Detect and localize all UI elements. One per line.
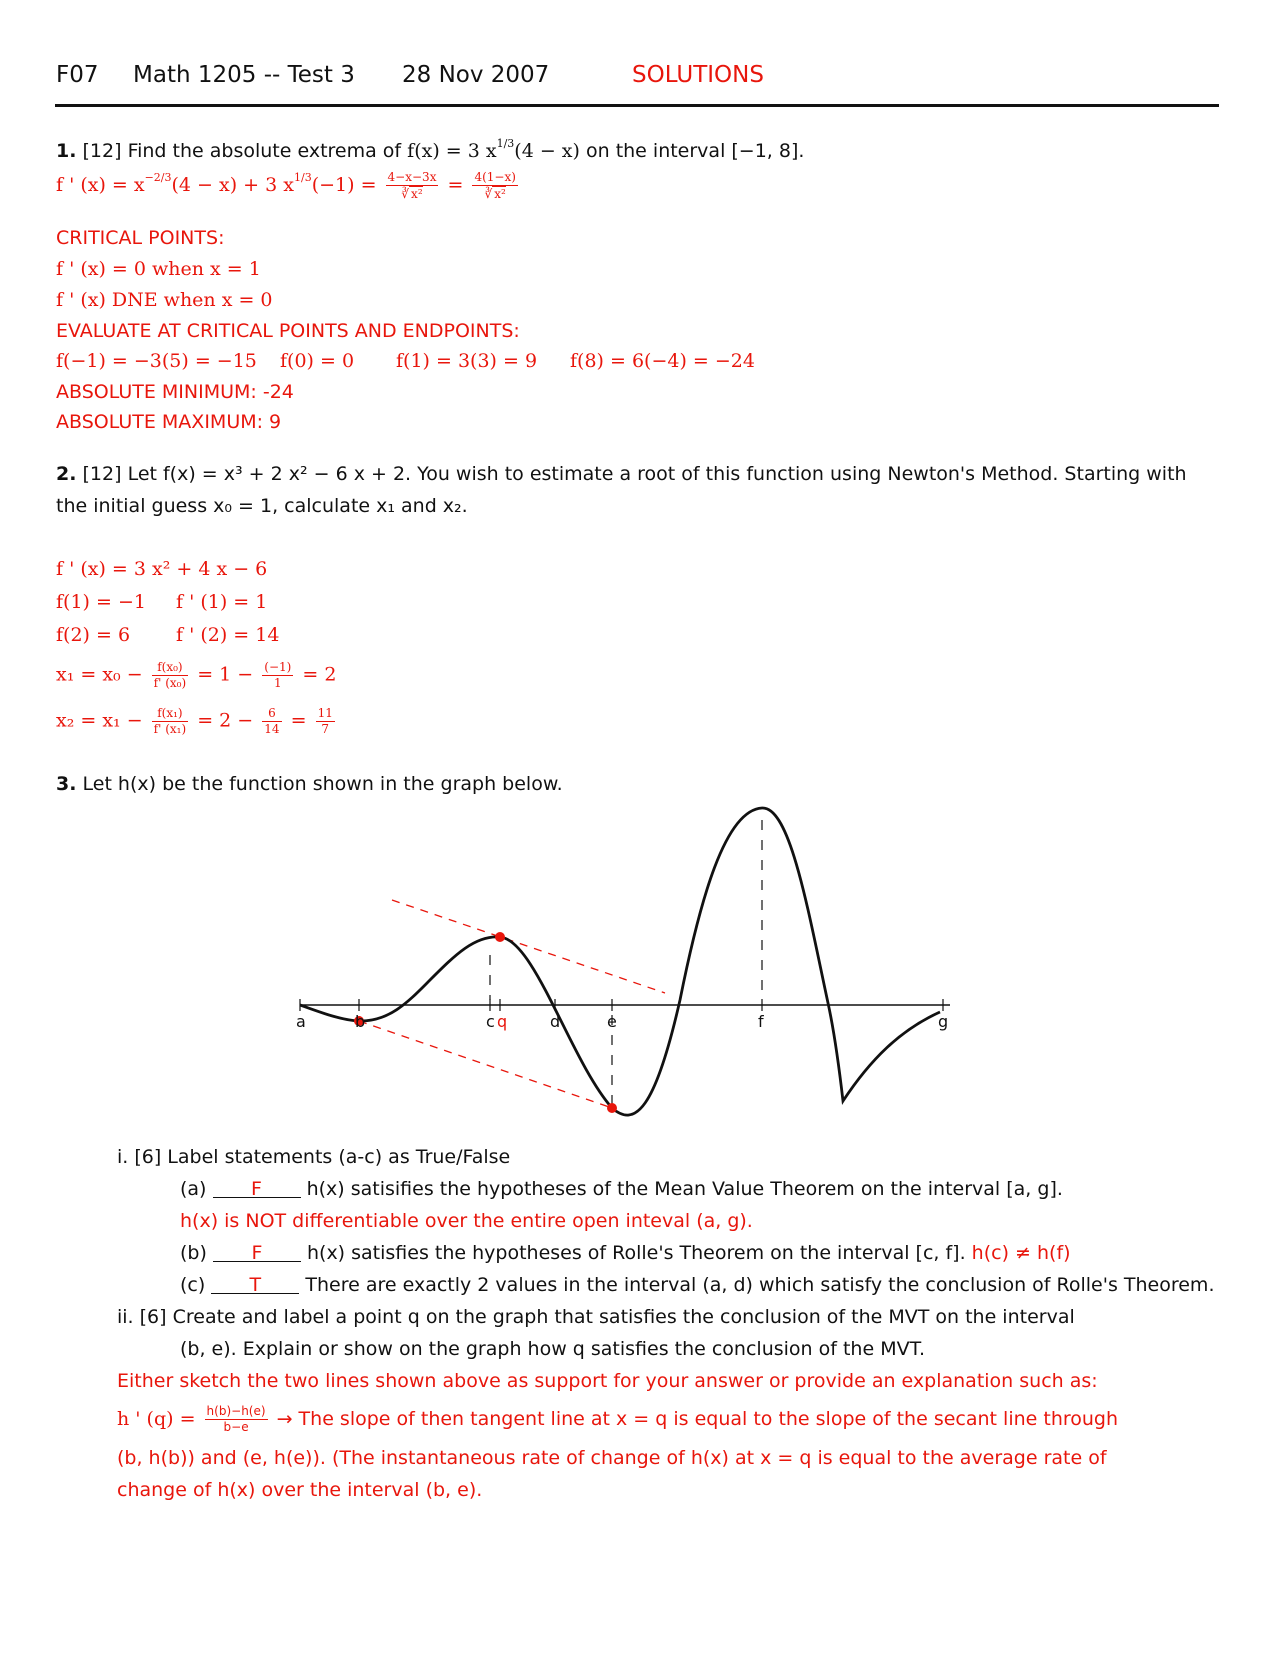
label-d: d <box>550 1012 561 1031</box>
q1-func-exp: 1/3 <box>496 137 515 150</box>
label-e: e <box>607 1012 617 1031</box>
point-q <box>495 932 505 942</box>
point-e <box>607 1103 617 1113</box>
q2-prompt-text: Let f(x) = x³ + 2 x² − 6 x + 2. You wish to estimate a root of this function using Newton's Method. Starting with <box>127 463 1187 485</box>
part-i-heading: i. [6] Label statements (a-c) as True/False <box>117 1146 511 1168</box>
q1-derivative: f ' $(x) = x^{-2/3}(4 - x) + 3$ $x^{1/3}(-1)$ = $\frac{4-x-3x}{\text{∛ x²}}$ = $\frac{4(1-x)}{\text{∛ x²}}$ <box>56 170 516 201</box>
q1-func-rhs: (4 − x) <box>514 140 580 162</box>
q2-f1: f(1) = −1 <box>56 591 146 613</box>
eval-2: f(0) = 0 <box>280 350 355 372</box>
label-a: a <box>296 1012 306 1031</box>
solution-line1: Either sketch the two lines shown above as support for your answer or provide an explanation such as: <box>117 1370 1098 1392</box>
statement-b: (b) F h(x) satisfies the hypotheses of Rolle's Theorem on the interval [c, f]. h(c) ≠ h(f) <box>180 1242 1071 1264</box>
secant-line <box>359 1021 612 1108</box>
q2-f2: f(2) = 6 <box>56 624 131 646</box>
test-title: Math 1205 -- Test 3 <box>133 62 355 88</box>
statement-a: (a) F h(x) satisifies the hypotheses of the Mean Value Theorem on the interval [a, g]. <box>180 1178 1063 1200</box>
eval-4: f(8) = 6(−4) = −24 <box>570 350 755 372</box>
q1-points: [12] <box>82 140 122 162</box>
statement-a-note: h(x) is NOT differentiable over the entire open inteval (a, g). <box>180 1210 753 1232</box>
part-ii-line2: (b, e). Explain or show on the graph how q satisfies the conclusion of the MVT. <box>180 1338 925 1360</box>
solution-line2: h ' (q) = $\frac{h(b)-h(e)}{b-e}$ → The slope of then tangent line at x = q is equal to the slope of the secant line through <box>117 1404 1119 1434</box>
statement-c: (c) T There are exactly 2 values in the interval (a, d) which satisfy the conclusion of Rolle's Theorem. <box>180 1274 1215 1296</box>
abs-max: ABSOLUTE MAXIMUM: 9 <box>56 411 282 433</box>
tangent-line <box>392 900 665 993</box>
part-ii-line1: ii. [6] Create and label a point q on the graph that satisfies the conclusion of the MVT on the interval <box>117 1306 1075 1328</box>
label-g: g <box>938 1012 949 1031</box>
q2-number: 2. <box>56 463 77 485</box>
q1-prompt-text: Find the absolute extrema of <box>127 140 402 162</box>
statement-b-note: h(c) ≠ h(f) <box>971 1242 1071 1264</box>
answer-a-blank[interactable]: F <box>213 1181 301 1198</box>
abs-min: ABSOLUTE MINIMUM: -24 <box>56 381 294 403</box>
solutions-label: SOLUTIONS <box>632 62 764 88</box>
q2-x1-calc: x₁ = x₀ − $\frac{\text{f(x₀)}}{\text{f' (x₀)}}$ = 1 − $\frac{(-1)}{1}$ = 2 <box>56 660 337 690</box>
test-date: 28 Nov 2007 <box>402 62 550 88</box>
q1-func-lhs: f(x) = 3 x <box>407 140 497 162</box>
q2-points: [12] <box>82 463 122 485</box>
deriv-fraction-2: $\frac{4(1-x)}{\text{∛ x²}}$ <box>474 170 516 201</box>
eval-1: f(−1) = −3(5) = −15 <box>56 350 257 372</box>
label-c: c <box>486 1012 495 1031</box>
q2-fp2: f ' (2) = 14 <box>176 624 280 646</box>
q3-number: 3. <box>56 773 77 795</box>
q2-fp1: f ' (1) = 1 <box>176 591 268 613</box>
course-code: F07 <box>56 62 99 88</box>
q1-interval: on the interval [−1, 8]. <box>585 140 805 162</box>
label-b: b <box>355 1012 366 1031</box>
deriv-mid: (4 − x) + 3 x <box>171 174 294 196</box>
deriv-lhs: f ' (x) = x <box>56 174 145 196</box>
solution-line3: (b, h(b)) and (e, h(e)). (The instantaneous rate of change of h(x) at x = q is equal to the average rate of <box>117 1447 1107 1469</box>
q3-prompt-text: Let h(x) be the function shown in the graph below. <box>82 773 563 795</box>
function-curve <box>300 808 940 1115</box>
label-f: f <box>758 1012 764 1031</box>
eval-3: f(1) = 3(3) = 9 <box>396 350 538 372</box>
crit-heading: CRITICAL POINTS: <box>56 227 225 249</box>
q2-fprime: f ' (x) = 3 x² + 4 x − 6 <box>56 558 268 580</box>
crit-point-2: f ' (x) DNE when x = 0 <box>56 289 273 311</box>
answer-c-blank[interactable]: T <box>211 1277 299 1294</box>
eval-heading: EVALUATE AT CRITICAL POINTS AND ENDPOINTS: <box>56 320 520 342</box>
deriv-tail: (−1) = <box>311 174 377 196</box>
deriv-exp1: −2/3 <box>144 171 172 184</box>
crit-point-1: f ' (x) = 0 when x = 1 <box>56 258 261 280</box>
deriv-exp2: 1/3 <box>294 171 312 184</box>
deriv-fraction-1: $\frac{4-x-3x}{\text{∛ x²}}$ <box>387 170 437 201</box>
solution-line4: change of h(x) over the interval (b, e). <box>117 1479 483 1501</box>
q2-x2-calc: x₂ = x₁ − $\frac{\text{f(x₁)}}{\text{f' (x₁)}}$ = 2 − $\frac{6}{14}$ = $\frac{11}{7}$ <box>56 706 333 736</box>
label-q: q <box>497 1012 508 1031</box>
answer-b-blank[interactable]: F <box>213 1245 301 1262</box>
q1-number: 1. <box>56 140 77 162</box>
q2-prompt-line2: the initial guess x₀ = 1, calculate x₁ and x₂. <box>56 495 468 517</box>
